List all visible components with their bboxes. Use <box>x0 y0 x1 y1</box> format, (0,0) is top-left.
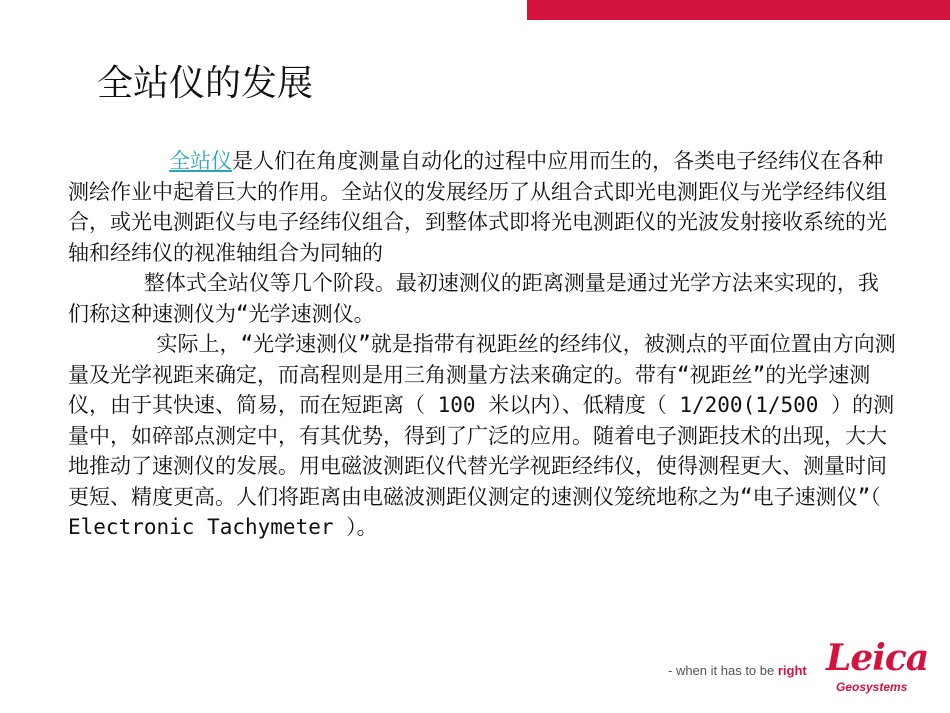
tagline-emphasis: right <box>777 663 807 678</box>
tagline-prefix: - when it has to be <box>668 663 778 678</box>
top-accent-bar <box>527 0 950 20</box>
slide-title: 全站仪的发展 <box>97 63 314 104</box>
paragraph-2 <box>68 268 898 329</box>
total-station-link[interactable]: 全站仪 <box>169 149 233 173</box>
paragraph-3-indent <box>68 332 157 356</box>
paragraph-1-indent <box>68 149 169 173</box>
paragraph-3-text: 实际上，“光学速测仪”就是指带有视距丝的经纬仪，被测点的平面位置由方向测量及光学视距来确定，而高程则是用三角测量方法来确定的。带有“视距丝”的光学速测仪，由于其快速、简易，而在短距离（ 100 米以内）、低精度（ 1/200(1/500 ）的测量中，如碎部点测定中，有其优势，得到了广泛的应用。随着电子测距技术的出现，大大地推动了速测仪的发展。用电磁波测距仪代替光学视距经纬仪，使得测程更大、测量时间更短、精度更高。人们将距离由电磁波测距仪测定的速测仪笼统地称之为“电子速测仪”（ Electronic Tachymeter ）。 <box>68 332 896 539</box>
paragraph-1-text: 是人们在角度测量自动化的过程中应用而生的，各类电子经纬仪在各种测绘作业中起着巨大的作用。全站仪的发展经历了从组合式即光电测距仪与光学经纬仪组合，或光电测距仪与电子经纬仪组合，到整体式即将光电测距仪的光波发射接收系统的光轴和经纬仪的视准轴组合为同轴的 <box>68 149 887 265</box>
paragraph-1 <box>68 146 898 268</box>
brand-tagline <box>668 663 807 679</box>
logo-wordmark: Leica <box>826 637 929 679</box>
paragraph-2-indent <box>68 271 144 295</box>
paragraph-2-text: 整体式全站仪等几个阶段。最初速测仪的距离测量是通过光学方法来实现的，我们称这种速测仪为“光学速测仪。 <box>68 271 879 326</box>
logo-subtext: Geosystems <box>836 680 908 694</box>
paragraph-3 <box>68 329 898 543</box>
slide-body <box>68 146 898 543</box>
leica-logo <box>818 637 929 698</box>
